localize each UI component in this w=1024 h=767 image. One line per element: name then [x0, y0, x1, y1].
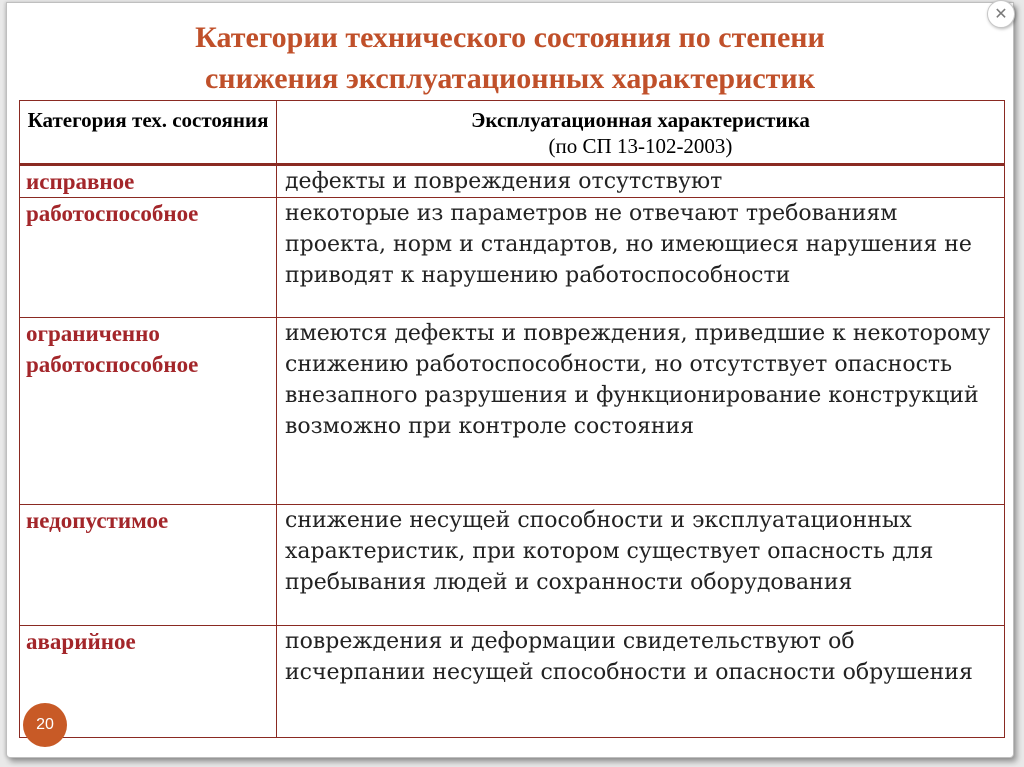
- row-description: снижение несущей способности и эксплуатационных характеристик, при котором существует опасность для пребывания людей и сохранности оборудования: [277, 505, 1005, 626]
- table-row: [20, 198, 1005, 318]
- row-description: имеются дефекты и повреждения, приведшие к некоторому снижению работоспособности, но отсутствует опасность внезапного разрушения и функционирование конструкций возможно при контроле состояния: [277, 318, 1005, 505]
- close-icon[interactable]: ✕: [987, 0, 1015, 28]
- title-line-2: снижения эксплуатационных характеристик: [204, 62, 815, 95]
- category-table: [19, 100, 1005, 738]
- slide: [6, 2, 1014, 758]
- row-category: аварийное: [20, 626, 277, 738]
- header-characteristic-label: Эксплуатационная характеристика: [471, 108, 810, 132]
- table-row: [20, 505, 1005, 626]
- slide-number-badge: 20: [23, 703, 67, 747]
- row-category: работоспособное: [20, 198, 277, 318]
- row-category: ограниченно работоспособное: [20, 318, 277, 505]
- row-description: дефекты и повреждения отсутствуют: [277, 165, 1005, 198]
- row-category: исправное: [20, 165, 277, 198]
- table-row: [20, 626, 1005, 738]
- header-category: Категория тех. состояния: [20, 101, 277, 165]
- header-characteristic: [277, 101, 1005, 165]
- table-header-row: [20, 101, 1005, 165]
- table-row: [20, 318, 1005, 505]
- title-line-1: Категории технического состояния по степени: [195, 21, 825, 54]
- row-description: некоторые из параметров не отвечают требованиям проекта, норм и стандартов, но имеющиеся нарушения не приводят к нарушению работоспособности: [277, 198, 1005, 318]
- table-row: [20, 165, 1005, 198]
- row-description: повреждения и деформации свидетельствуют об исчерпании несущей способности и опасности обрушения: [277, 626, 1005, 738]
- row-category: недопустимое: [20, 505, 277, 626]
- header-characteristic-source: (по СП 13-102-2003): [548, 134, 733, 158]
- page-title: [7, 17, 1013, 99]
